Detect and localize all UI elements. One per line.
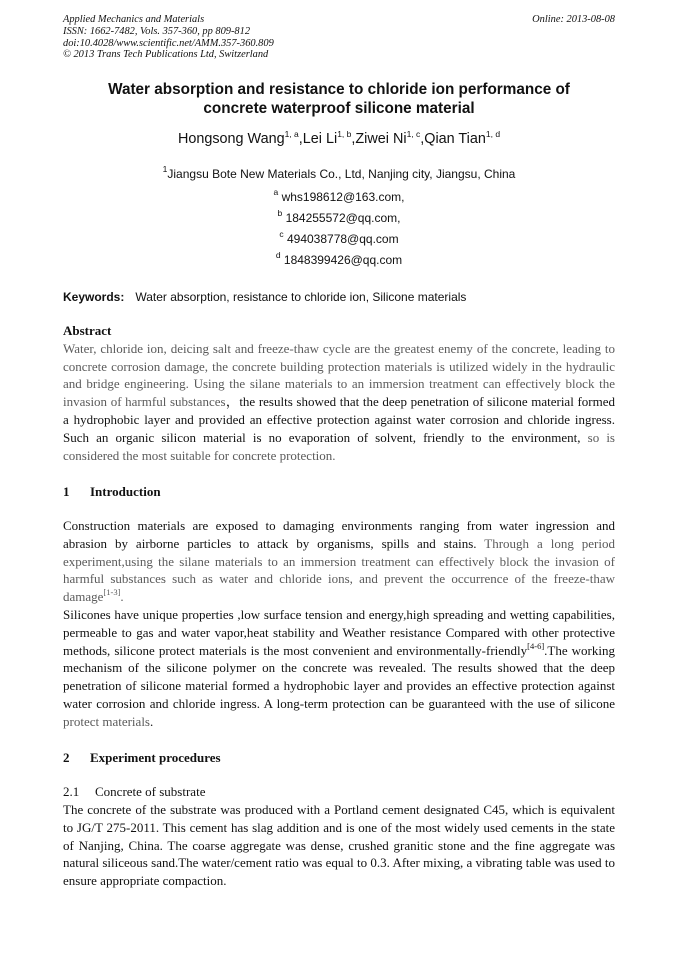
section-heading-introduction	[63, 484, 615, 500]
author-name: Lei Li	[302, 131, 338, 147]
abstract-text-part1: Water, chloride ion, deicing salt and freeze-thaw cycle are the greatest enemy of the concrete, leading to concrete corrosion damage, the concrete building protection materials is utilized widely in the hydraulic and bridge engineering. Using the silane materials to an immersion treatment can effectively block the invasion of harmful substances	[63, 340, 615, 410]
journal-name: Applied Mechanics and Materials	[63, 14, 205, 25]
author-separator: ,	[420, 131, 425, 147]
introduction-body	[63, 517, 615, 731]
paragraph-text: Through a long period experiment,using the silane materials to an immersion treatment can effectively block the invasion of harmful substances such as water and chloride ions, and prevent the occurrence of the freeze-thaw damage	[63, 535, 615, 605]
abstract	[63, 322, 615, 464]
subsection-heading	[63, 784, 615, 800]
citation: [1-3]	[103, 587, 121, 598]
author-affiliation-mark: 1, b	[337, 129, 352, 139]
email-mark: b	[277, 208, 283, 218]
affiliation-text: Jiangsu Bote New Materials Co., Ltd, Nanjing city, Jiangsu, China	[167, 167, 516, 181]
paragraph-end: .	[150, 713, 154, 729]
abstract-heading: Abstract	[63, 323, 112, 338]
abstract-text-part3: so is considered the most suitable for concrete protection.	[63, 429, 615, 463]
email-entry	[63, 250, 615, 271]
email-list	[63, 187, 615, 271]
experiment-body	[63, 801, 615, 890]
affiliation-mark: 1	[162, 164, 168, 174]
abstract-body	[63, 340, 615, 465]
author-affiliation-mark: 1, c	[406, 129, 421, 139]
author-list	[63, 130, 615, 148]
email-address: 1848399426@qq.com	[283, 253, 403, 267]
paragraph	[63, 517, 615, 606]
email-mark: c	[279, 229, 284, 239]
copyright-line: © 2013 Trans Tech Publications Ltd, Switzerland	[63, 49, 269, 61]
section-title: Experiment procedures	[90, 750, 221, 765]
email-address: 494038778@qq.com	[286, 232, 399, 246]
affiliation	[63, 164, 615, 181]
subsection-title: Concrete of substrate	[95, 784, 206, 799]
keywords-label: Keywords:	[63, 290, 125, 304]
section-number: 1	[63, 484, 70, 499]
section-heading-experiment	[63, 750, 615, 766]
section-title: Introduction	[90, 484, 161, 499]
email-entry	[63, 208, 615, 229]
email-address: 184255572@qq.com,	[285, 211, 401, 225]
author-name: Ziwei Ni	[355, 131, 407, 147]
paper-title	[63, 80, 615, 118]
paragraph	[63, 606, 615, 731]
email-mark: d	[275, 250, 281, 260]
paragraph-text: Silicones have unique properties ,low surface tension and energy,high spreading and wetting capabilities, permeable to gas and water vapor,heat stability and Weather resistance Compared with other protective methods, silicone protect materials is the most convenient and environmentally-friendly	[63, 606, 615, 658]
citation: [4-6]	[527, 640, 545, 651]
paragraph-text: .The working mechanism of the silicone polymer on the concrete was revealed. The results showed that the deep penetration of silicone material formed a hydrophobic layer and provides an effective protection against water corrosion and chloride ingress. A long-term protection can be guaranteed with the use of silicone	[63, 642, 616, 711]
email-address: whs198612@163.com,	[281, 190, 405, 204]
online-date: Online: 2013-08-08	[532, 14, 615, 25]
paragraph: The concrete of the substrate was produced with a Portland cement designated C45, which is equivalent to JG/T 275-2011. This cement has slag addition and is one of the most widely used cements in the state of Nanjing, China. The coarse aggregate was dense, crushed granitic stone and the fine aggregate was natural siliceous sand.The water/cement ratio was equal to 0.3. After mixing, a vibrating table was used to ensure appropriate compaction.	[63, 802, 615, 889]
email-mark: a	[273, 187, 279, 197]
title-line-1: Water absorption and resistance to chloride ion performance of	[108, 81, 570, 98]
author-affiliation-mark: 1, d	[485, 129, 501, 139]
journal-header	[63, 14, 615, 61]
paragraph-end: .	[120, 589, 124, 605]
section-number: 2	[63, 750, 70, 765]
author-separator: ,	[298, 131, 303, 147]
title-line-2: concrete waterproof silicone material	[203, 100, 475, 117]
keywords	[63, 290, 615, 304]
paragraph-text: Construction materials are exposed to damaging environments ranging from water ingression and abrasion by airborne particles to attack by organisms, spills and stains.	[63, 518, 615, 551]
keywords-text: Water absorption, resistance to chloride ion, Silicone materials	[135, 290, 467, 304]
author-separator: ,	[351, 131, 356, 147]
author-name: Qian Tian	[424, 131, 486, 147]
paragraph-text: protect materials	[63, 713, 150, 729]
author-affiliation-mark: 1, a	[284, 129, 299, 139]
issn-line: ISSN: 1662-7482, Vols. 357-360, pp 809-812	[63, 25, 251, 37]
abstract-text-part2: ，the results showed that the deep penetration of silicone material formed a hydrophobic layer and provided an effective protection against water corrosion and chloride ingress. Such an organic silicon material is no evaporation of solvent, friendly to the environment,	[63, 394, 615, 445]
author-name: Hongsong Wang	[177, 131, 285, 147]
doi-line: doi:10.4028/www.scientific.net/AMM.357-360.809	[63, 37, 274, 49]
email-entry	[63, 229, 615, 250]
subsection-number: 2.1	[63, 784, 80, 799]
email-entry	[63, 187, 615, 208]
